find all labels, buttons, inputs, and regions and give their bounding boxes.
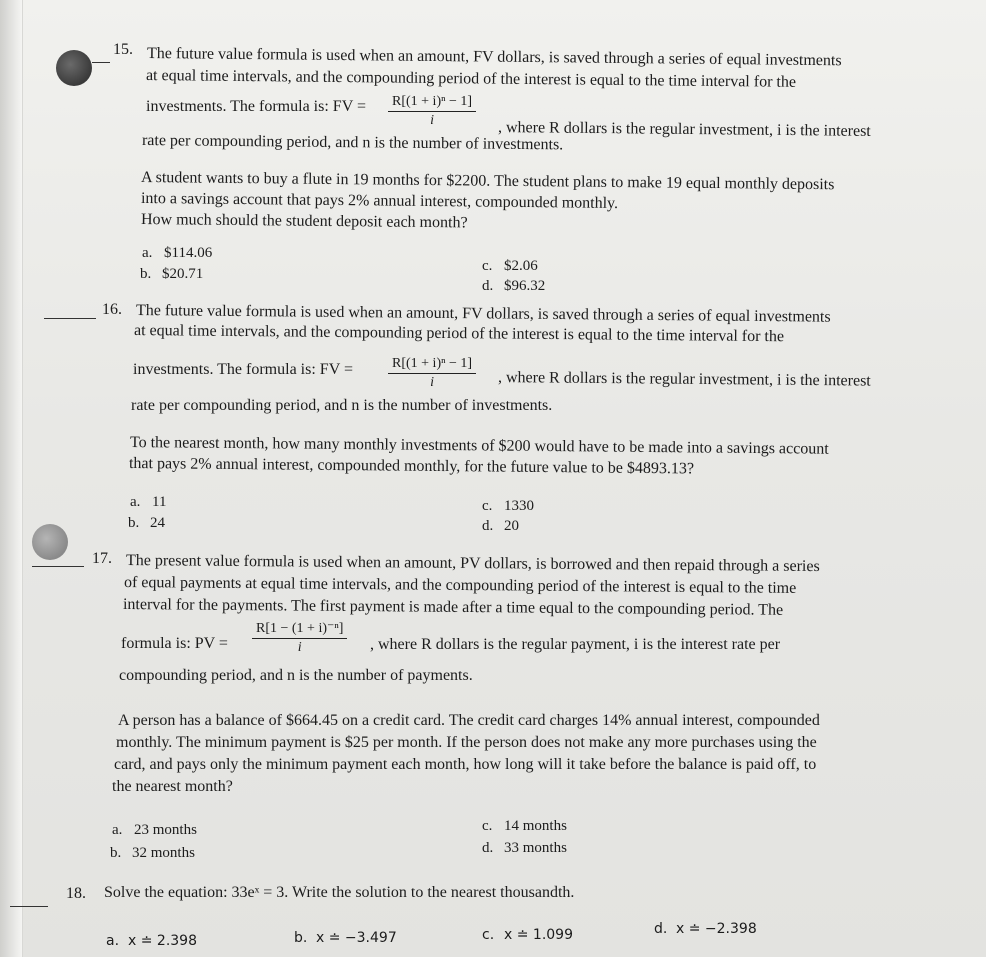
choice-b-value: $20.71 bbox=[162, 266, 204, 282]
question-text-line: of equal payments at equal time intervals, and the compounding period of the interest is equal to the time bbox=[123, 574, 797, 597]
answer-blank-18[interactable] bbox=[10, 906, 48, 907]
choice-b[interactable]: b. x ≐ −3.497 bbox=[294, 930, 397, 946]
page-fold-edge bbox=[0, 0, 23, 957]
formula-explanation: , where R dollars is the regular investment, i is the interest bbox=[497, 119, 871, 140]
answer-blank-15[interactable] bbox=[92, 62, 110, 63]
choice-c-value: 14 months bbox=[504, 818, 567, 834]
problem-text-line: A person has a balance of $664.45 on a credit card. The credit card charges 14% annual interest, compounded bbox=[118, 712, 820, 729]
question-text-line: at equal time intervals, and the compounding period of the interest is equal to the time interval for the bbox=[145, 67, 797, 91]
problem-text-line: To the nearest month, how many monthly investments of $200 would have to be made into a savings account bbox=[129, 434, 829, 458]
choice-d[interactable]: d. 20 bbox=[482, 518, 519, 534]
formula-intro: investments. The formula is: FV = bbox=[133, 361, 353, 378]
choice-a-value: 23 months bbox=[134, 822, 197, 838]
question-text-line: The future value formula is used when an amount, FV dollars, is saved through a series of equal investments bbox=[146, 45, 842, 70]
choice-a[interactable]: a. 11 bbox=[130, 494, 167, 510]
question-text-line: rate per compounding period, and n is the number of investments. bbox=[131, 397, 553, 414]
problem-text-line: that pays 2% annual interest, compounded monthly, for the future value to be $4893.13? bbox=[128, 455, 695, 478]
problem-text-line: into a savings account that pays 2% annual interest, compounded monthly. bbox=[140, 190, 619, 212]
future-value-formula bbox=[388, 355, 476, 392]
question-text-line: Solve the equation: 33eˣ = 3. Write the solution to the nearest thousandth. bbox=[104, 884, 575, 901]
choice-c[interactable]: c. 1330 bbox=[482, 498, 534, 514]
binder-hole-top bbox=[56, 50, 92, 86]
present-value-formula bbox=[252, 620, 347, 657]
problem-text-line: How much should the student deposit each month? bbox=[140, 211, 468, 232]
choice-d[interactable]: d. $96.32 bbox=[482, 278, 546, 294]
formula-intro: formula is: PV = bbox=[121, 635, 228, 652]
choice-b-value: x ≐ −3.497 bbox=[316, 930, 397, 946]
choice-b-value: 32 months bbox=[132, 845, 195, 861]
choice-a[interactable]: a. $114.06 bbox=[142, 245, 213, 261]
question-text-line: interval for the payments. The first payment is made after a time equal to the compounding period. The bbox=[122, 596, 784, 619]
choice-b-value: 24 bbox=[150, 515, 165, 531]
choice-d-value: 20 bbox=[504, 518, 519, 534]
choice-b[interactable]: b. $20.71 bbox=[140, 266, 204, 282]
choice-d[interactable]: d. x ≐ −2.398 bbox=[654, 921, 757, 937]
answer-blank-16[interactable] bbox=[44, 318, 96, 319]
formula-denominator: i bbox=[297, 640, 302, 655]
formula-numerator: R[(1 + i)ⁿ − 1] bbox=[388, 93, 476, 112]
problem-text-line: A student wants to buy a flute in 19 months for $2200. The student plans to make 19 equal monthly deposits bbox=[140, 169, 835, 194]
formula-explanation: , where R dollars is the regular payment, i is the interest rate per bbox=[370, 636, 781, 653]
formula-numerator: R[1 − (1 + i)⁻ⁿ] bbox=[252, 620, 347, 639]
formula-explanation: , where R dollars is the regular investment, i is the interest bbox=[497, 369, 871, 390]
choice-d[interactable]: d. 33 months bbox=[482, 840, 567, 856]
question-number: 15. bbox=[113, 41, 133, 58]
question-text-line: rate per compounding period, and n is the number of investments. bbox=[141, 132, 564, 154]
choice-a[interactable]: a. x ≐ 2.398 bbox=[106, 933, 197, 949]
choice-c-value: 1330 bbox=[504, 498, 534, 514]
choice-c[interactable]: c. 14 months bbox=[482, 818, 567, 834]
problem-text-line: card, and pays only the minimum payment each month, how long will it take before the balance is paid off, to bbox=[114, 756, 817, 773]
choice-c[interactable]: c. x ≐ 1.099 bbox=[482, 927, 573, 943]
problem-text-line: monthly. The minimum payment is $25 per month. If the person does not make any more purchases using the bbox=[116, 734, 817, 751]
question-text-line: The future value formula is used when an amount, FV dollars, is saved through a series of equal investments bbox=[135, 302, 831, 326]
question-text-line: at equal time intervals, and the compounding period of the interest is equal to the time interval for the bbox=[133, 322, 785, 346]
choice-a[interactable]: a. 23 months bbox=[112, 822, 197, 838]
question-number: 17. bbox=[92, 550, 112, 567]
formula-denominator: i bbox=[430, 375, 434, 390]
question-text-line: compounding period, and n is the number of payments. bbox=[119, 667, 473, 684]
choice-c[interactable]: c. $2.06 bbox=[482, 258, 538, 274]
choice-c-value: $2.06 bbox=[504, 258, 538, 274]
choice-a-value: 11 bbox=[152, 494, 167, 510]
choice-b[interactable]: b. 32 months bbox=[110, 845, 195, 861]
choice-d-value: 33 months bbox=[504, 840, 567, 856]
binder-hole-middle bbox=[32, 524, 68, 560]
choice-c-value: x ≐ 1.099 bbox=[504, 927, 573, 943]
problem-text-line: the nearest month? bbox=[112, 778, 233, 795]
choice-d-value: x ≐ −2.398 bbox=[676, 921, 757, 937]
question-text-line: The present value formula is used when an amount, PV dollars, is borrowed and then repaid through a series bbox=[125, 552, 820, 576]
question-number: 16. bbox=[102, 301, 122, 318]
formula-numerator: R[(1 + i)ⁿ − 1] bbox=[388, 355, 476, 374]
choice-b[interactable]: b. 24 bbox=[128, 515, 165, 531]
future-value-formula bbox=[388, 93, 476, 130]
choice-a-value: x ≐ 2.398 bbox=[128, 933, 197, 949]
formula-denominator: i bbox=[430, 113, 434, 128]
choice-a-value: $114.06 bbox=[164, 245, 213, 261]
choice-d-value: $96.32 bbox=[504, 278, 546, 294]
formula-intro: investments. The formula is: FV = bbox=[146, 98, 366, 115]
question-number: 18. bbox=[66, 885, 86, 902]
answer-blank-17[interactable] bbox=[32, 566, 84, 567]
